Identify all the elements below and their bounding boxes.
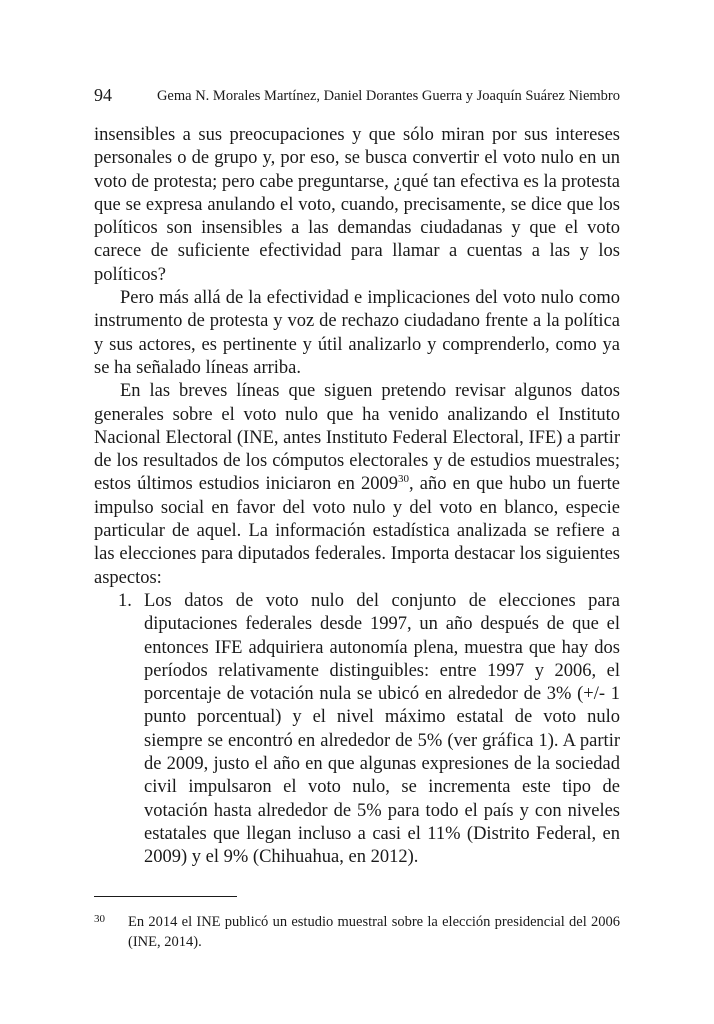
paragraph: insensibles a sus preocupaciones y que sólo miran por sus intereses personales o de grupo y, por eso, se busca convertir el voto nulo en un voto de protesta; pero cabe preguntarse, ¿qué tan efectiva es la protesta que se expresa anulando el voto, cuando, precisamente, se dice que los políticos son insensibles a las demandas ciudadanas y que el voto carece de suficiente efectividad para llamar a cuentas a las y los políticos?	[94, 125, 620, 285]
paragraph	[94, 380, 620, 590]
list-item-text: Los datos de voto nulo del conjunto de elecciones para diputaciones federales desde 1997, un año después de que el entonces IFE adquiriera autonomía plena, muestra que hay dos períodos relativamente distinguibles: entre 1997 y 2006, el porcentaje de votación nula se ubicó en alrededor de 3% (+/- 1 punto porcentual) y el nivel máximo estatal de voto nulo siempre se encontró en alrededor de 5% (ver gráfica 1). A partir de 2009, justo el año en que algunas expresiones de la sociedad civil impulsaron el voto nulo, se incrementa este tipo de votación hasta alrededor de 5% para todo el país y con niveles estatales que llegan incluso a casi el 11% (Distrito Federal, en 2009) y el 9% (Chihuahua, en 2012).	[144, 590, 620, 868]
page-number: 94	[94, 85, 112, 105]
paragraph-text: En las breves líneas que siguen pretendo revisar algunos datos generales sobre el voto nulo que ha venido analizando el Instituto Nacional Electoral (INE, antes Instituto Federal Electoral, IFE) a partir de los resultados de los cómputos electorales y de estudios muestrales; estos últimos estudios iniciaron en 2009	[94, 381, 620, 495]
list-item-number: 1.	[118, 590, 132, 611]
footnote-text: En 2014 el INE publicó un estudio muestral sobre la elección presidencial del 2006 (INE, 2014).	[128, 914, 620, 950]
running-header	[94, 84, 620, 108]
header-authors: Gema N. Morales Martínez, Daniel Dorantes Guerra y Joaquín Suárez Niembro	[156, 88, 620, 104]
footnote-divider	[94, 896, 237, 897]
paragraph-text: , año en que hubo un fuerte impulso social en favor del voto nulo y del voto en blanco, especie particular de aquel. La información estadística analizada se refiere a las elecciones para diputados federales. Importa destacar los siguientes aspectos:	[94, 474, 620, 588]
body-text	[94, 124, 620, 870]
footnote-reference: 30	[398, 473, 410, 486]
paragraph: Pero más allá de la efectividad e implicaciones del voto nulo como instrumento de protesta y voz de rechazo ciudadano frente a la política y sus actores, es pertinente y útil analizarlo y comprenderlo, como ya se ha señalado líneas arriba.	[94, 288, 620, 378]
footnote	[94, 912, 620, 952]
footnote-number: 30	[94, 913, 105, 925]
list-item	[94, 590, 620, 870]
